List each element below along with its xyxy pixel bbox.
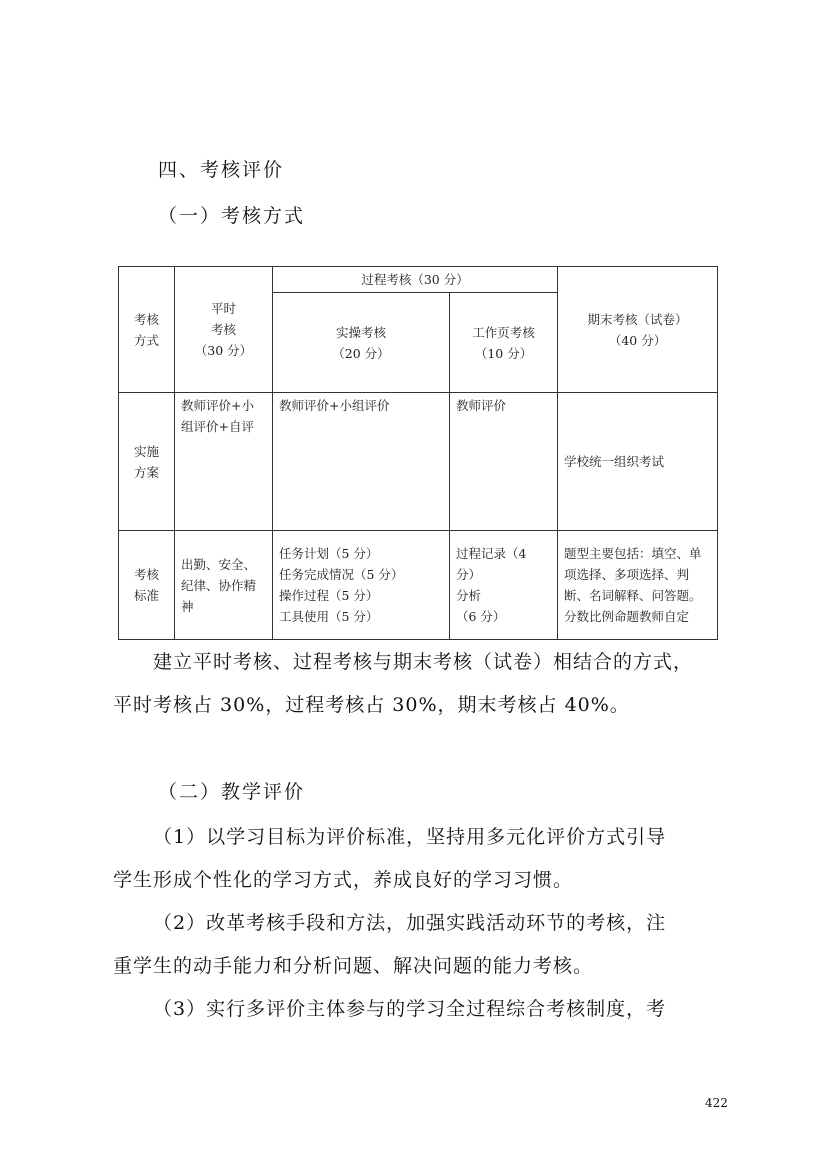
header-final-exam: 期末考核（试卷） （40 分）: [558, 267, 718, 393]
cell-practical-implementation: 教师评价+小组评价: [273, 393, 450, 531]
item2-line2: 重学生的动手能力和分析问题、解决问题的能力考核。: [113, 955, 594, 977]
row-label-implementation: 实施 方案: [119, 393, 175, 531]
header-regular-assessment: 平时 考核 （30 分）: [175, 267, 273, 393]
item1-line1: （1）以学习目标为评价标准，坚持用多元化评价方式引导: [153, 826, 667, 848]
row-label-standard: 考核 标准: [119, 531, 175, 640]
subsection-heading-assessment-method: （一）考核方式: [158, 205, 306, 227]
cell-regular-standard: 出勤、安全、纪律、协作精神: [175, 531, 273, 640]
cell-final-standard: 题型主要包括：填空、单项选择、多项选择、判断、名词解释、问答题。分数比例命题教师自定: [558, 531, 718, 640]
header-assessment-method: 考核 方式: [119, 267, 175, 393]
assessment-table: [118, 266, 718, 640]
header-process-assessment: 过程考核（30 分）: [273, 267, 558, 293]
cell-final-implementation: 学校统一组织考试: [558, 393, 718, 531]
item1-line2: 学生形成个性化的学习方式，养成良好的学习习惯。: [113, 869, 574, 891]
section-heading: 四、考核评价: [158, 159, 285, 181]
cell-worksheet-standard: 过程记录（4 分） 分析 （6 分）: [450, 531, 558, 640]
cell-worksheet-implementation: 教师评价: [450, 393, 558, 531]
item2-line1: （2）改革考核手段和方法，加强实践活动环节的考核，注: [153, 912, 667, 934]
header-worksheet-assessment: 工作页考核 （10 分）: [450, 293, 558, 393]
item3-line1: （3）实行多评价主体参与的学习全过程综合考核制度，考: [153, 998, 667, 1020]
page-number: 422: [705, 1096, 728, 1110]
paragraph-weighting-line2: 平时考核占 30%，过程考核占 30%，期末考核占 40%。: [113, 694, 630, 716]
paragraph-weighting-line1: 建立平时考核、过程考核与期末考核（试卷）相结合的方式，: [153, 651, 694, 673]
header-practical-assessment: 实操考核 （20 分）: [273, 293, 450, 393]
subsection-heading-teaching-evaluation: （二）教学评价: [158, 781, 306, 803]
cell-practical-standard: 任务计划（5 分） 任务完成情况（5 分） 操作过程（5 分） 工具使用（5 分）: [273, 531, 450, 640]
cell-regular-implementation: 教师评价+小组评价+自评: [175, 393, 273, 531]
